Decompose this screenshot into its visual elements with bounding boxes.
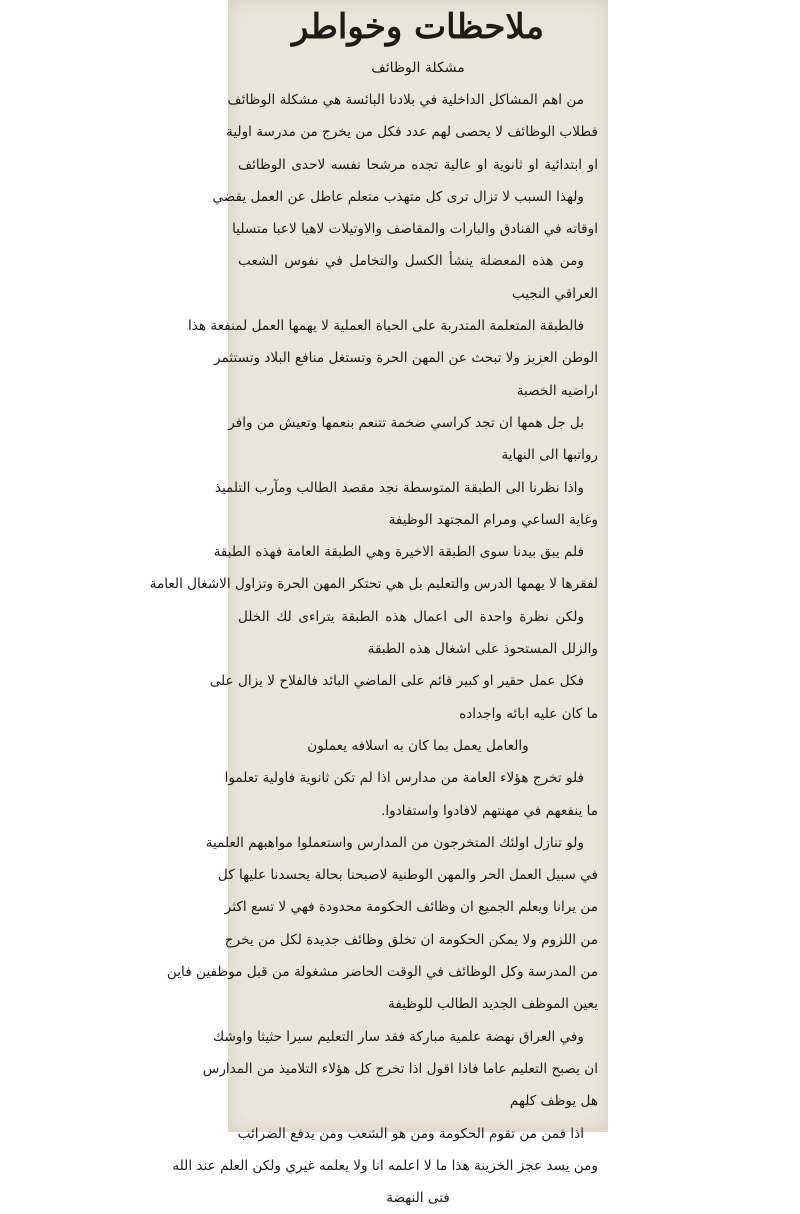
text-line: فلم يبق بيدنا سوى الطبقة الاخيرة وهي الطبقة العامة فهذه الطبقة xyxy=(213,544,584,561)
text-line: اراضيه الخصبة xyxy=(516,382,598,399)
text-line: من اهم المشاكل الداخلية في بلادنا البائسة هي مشكلة الوظائف xyxy=(227,92,584,108)
text-line: او ابتدائية او ثانوية او عالية تجده مرشحا نفسه لاحدى الوظائف xyxy=(238,156,598,173)
text-line: والعامل يعمل بما كان به اسلافه يعملون xyxy=(307,737,529,754)
text-line: فكل عمل حقير او كبير قائم على الماضي البائد فالفلاح لا يزال على xyxy=(209,673,584,690)
article-subtitle: مشكلة الوظائف xyxy=(371,60,465,76)
text-line: ما ينفعهم في مهنتهم لافادوا واستفادوا. xyxy=(381,802,598,819)
text-line: اذا فمن من تقوم الحكومة ومن هو الشعب ومن يدفع الضرائب xyxy=(237,1125,584,1142)
text-line: ومن هذه المعضلة ينشأ الكسل والتخامل في نفوس الشعب xyxy=(238,253,584,270)
text-line: العراقي النجيب xyxy=(511,285,598,302)
newspaper-clipping xyxy=(149,0,608,1207)
text-line: ان يصبح التعليم عاما فاذا اقول اذا تخرج كل هؤلاء التلاميذ من المدارس xyxy=(202,1060,598,1077)
text-line: لفقرها لا يهمها الدرس والتعليم بل هي تحتكر المهن الحرة وتزاول الاشغال العامة xyxy=(149,576,598,593)
text-line: هل يوظف كلهم xyxy=(509,1093,598,1110)
text-line: وفي العراق نهضة علمية مباركة فقد سار التعليم سيرا حثيثا واوشك xyxy=(213,1028,584,1045)
text-line: فلو تخرج هؤلاء العامة من مدارس اذا لم تكن ثانوية فاولية تعلموا xyxy=(224,770,584,787)
text-line: من يرانا ويعلم الجميع ان وظائف الحكومة محدودة فهي لا تسع اكثر xyxy=(224,899,598,916)
text-line: يعين الموظف الجديد الطالب للوظيفة xyxy=(388,996,598,1013)
right-margin xyxy=(608,0,800,1132)
article-title: ملاحظات وخواطر xyxy=(292,7,544,47)
text-line: الوطن العزيز ولا تبحث عن المهن الحرة وتستغل منافع البلاد وتستثمر xyxy=(214,350,598,367)
author-signature: فتى النهضة xyxy=(386,1190,450,1207)
text-line: من اللزوم ولا يمكن الحكومة ان تخلق وظائف جديدة لكل من يخرج xyxy=(224,931,598,948)
text-line: فطلاب الوظائف لا يحصى لهم عدد فكل من يخرج من مدرسة اولية xyxy=(226,124,598,141)
text-line: ولو تنازل اولئك المتخرجون من المدارس واستعملوا مواهبهم العلمية xyxy=(205,834,584,851)
text-line: ولكن نظرة واحدة الى اعمال هذه الطبقة يتراءى لك الخلل xyxy=(238,608,584,625)
text-line: بل جل همها ان تجد كراسي ضخمة تتنعم بنعمها وتعيش من وافر xyxy=(228,414,584,431)
text-line: والزلل المستحوذ على اشغال هذه الطبقة xyxy=(367,641,598,658)
text-line: فالطبقة المتعلمة المتدربة على الحياة العملية لا يهمها العمل لمنفعة هذا xyxy=(188,318,584,335)
article-body xyxy=(149,84,598,1214)
text-line: رواتبها الى النهاية xyxy=(501,447,598,464)
text-line: ما كان عليه ابائه واجداده xyxy=(459,705,598,722)
text-line: واذا نظرنا الى الطبقة المتوسطة نجد مقصد الطالب ومآرب التلميذ xyxy=(214,479,584,496)
text-line: في سبيل العمل الحر والمهن الوطنية لاصبحنا بحالة يحسدنا عليها كل xyxy=(217,867,598,884)
text-line: وغاية الساعي ومرام المجتهد الوظيفة xyxy=(388,511,598,528)
text-line: ومن يسد عجز الخزينة هذا ما لا اعلمه انا ولا يعلمه غيري ولكن العلم عند الله xyxy=(172,1157,598,1174)
text-line: من المدرسة وكل الوظائف في الوقت الحاضر مشغولة من قبل موظفين فاين xyxy=(166,964,598,981)
text-line: ولهذا السبب لا تزال ترى كل متهذب متعلم عاطل عن العمل يقضي xyxy=(212,188,584,205)
text-line: اوقاته في الفنادق والبارات والمقاصف والاوتيلات لاهيا لاعبا متسليا xyxy=(232,221,598,238)
